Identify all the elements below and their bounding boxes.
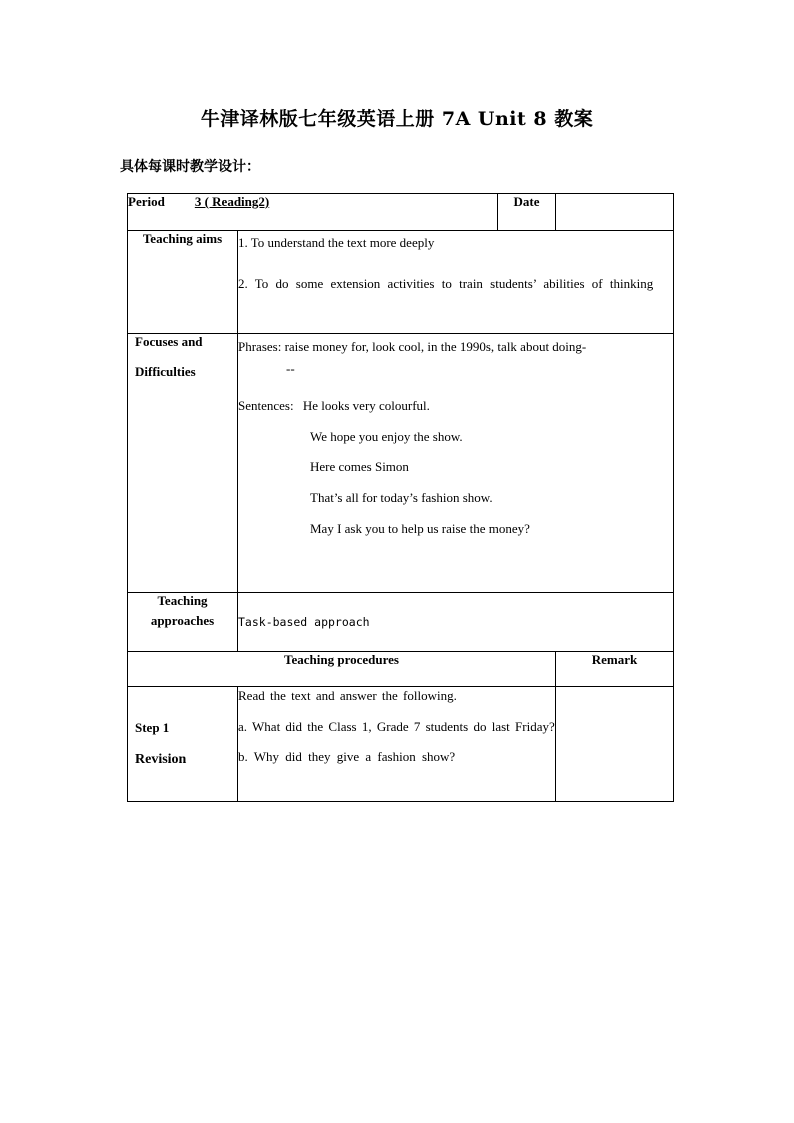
period-cell <box>128 194 498 231</box>
section-subtitle: 具体每课时教学设计： <box>120 159 260 175</box>
approaches-label-line-2: approaches <box>150 613 215 628</box>
focuses-label <box>128 334 238 593</box>
procedures-header-row <box>128 652 674 687</box>
focuses-label-line-2: Difficulties <box>135 364 196 379</box>
remark-header: Remark <box>556 652 674 687</box>
step1-label <box>128 687 238 802</box>
date-value <box>556 194 674 231</box>
procedures-header: Teaching procedures <box>128 652 556 687</box>
period-label: Period <box>128 194 165 209</box>
teaching-aims-label: Teaching aims <box>128 231 238 334</box>
sentence-5: May I ask you to help us raise the money? <box>310 521 530 537</box>
period-value: 3 ( Reading2) <box>194 194 270 209</box>
document-title: 牛津译林版七年级英语上册 7A Unit 8 教案 <box>200 108 594 130</box>
step1-remark <box>556 687 674 802</box>
teaching-aim-2: 2. To do some extension activities to train students’ abilities of thinking <box>238 275 654 291</box>
date-label: Date <box>498 194 556 231</box>
lesson-plan-table <box>127 193 674 802</box>
sentence-1: He looks very colourful. <box>302 397 430 413</box>
teaching-aims-content <box>238 231 674 334</box>
step1-intro: Read the text and answer the following. <box>238 688 457 703</box>
step1-content <box>238 687 556 802</box>
step1-row <box>128 687 674 802</box>
step1-label-name: Revision <box>135 752 187 767</box>
approaches-label-line-1: Teaching <box>157 593 208 608</box>
step1-question-a: a. What did the Class 1, Grade 7 students do last Friday? <box>238 718 555 734</box>
step1-question-b: b. Why did they give a fashion show? <box>238 748 456 764</box>
phrases-continuation: -- <box>286 360 295 376</box>
focuses-label-line-1: Focuses and <box>135 334 203 349</box>
sentence-3: Here comes Simon <box>310 459 409 475</box>
focuses-content <box>238 334 674 593</box>
sentences-label: Sentences: <box>238 397 294 413</box>
teaching-aims-row <box>128 231 674 334</box>
approaches-label <box>128 593 238 652</box>
approaches-value: Task-based approach <box>238 593 674 652</box>
teaching-aim-1: 1. To understand the text more deeply <box>238 235 435 250</box>
focuses-row <box>128 334 674 593</box>
phrases-line: Phrases: raise money for, look cool, in the 1990s, talk about doing- <box>238 339 587 354</box>
step1-label-number: Step 1 <box>135 720 170 735</box>
sentence-2: We hope you enjoy the show. <box>310 428 463 444</box>
approaches-row <box>128 593 674 652</box>
sentence-4: That’s all for today’s fashion show. <box>310 490 493 506</box>
period-row <box>128 194 674 231</box>
